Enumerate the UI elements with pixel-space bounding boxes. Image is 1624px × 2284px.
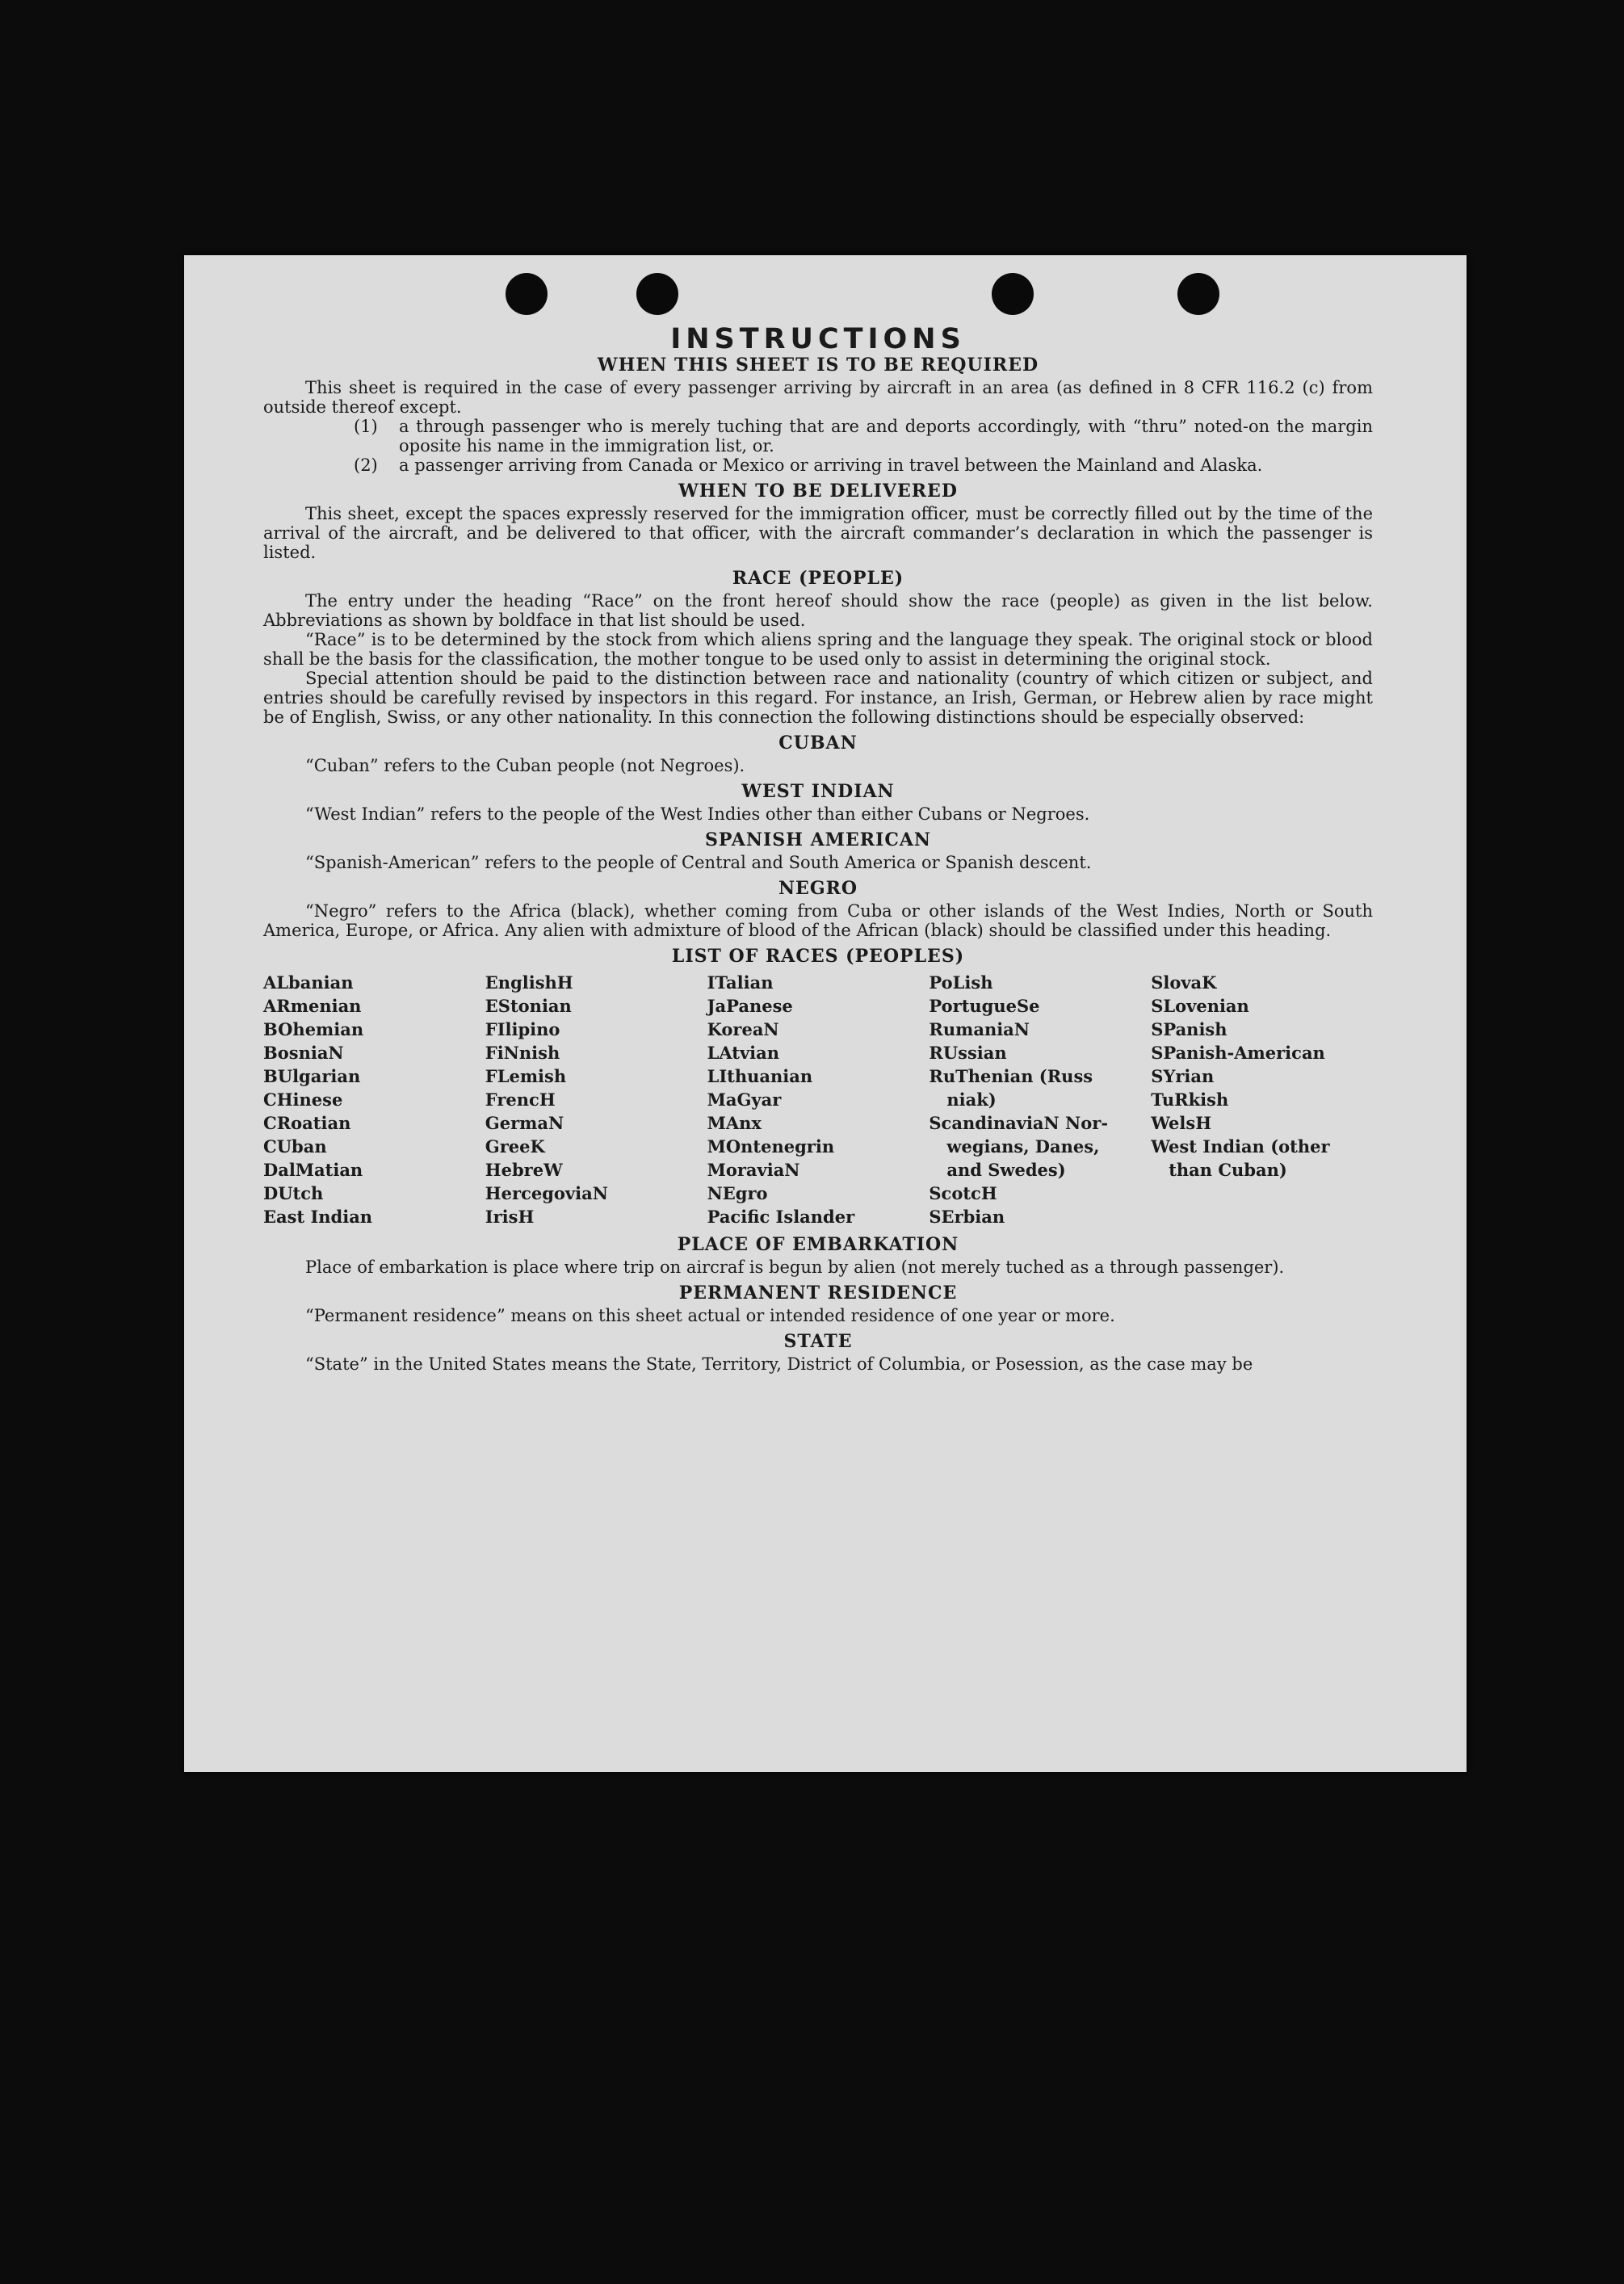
race-entry xyxy=(707,971,929,994)
race-entry xyxy=(1151,1135,1373,1182)
heading-spanish-american: SPANISH AMERICAN xyxy=(704,829,932,850)
race-entry xyxy=(263,1158,485,1182)
race-entry xyxy=(485,1088,707,1111)
race-entry xyxy=(485,971,707,994)
race-entry xyxy=(929,994,1151,1018)
heading-residence: PERMANENT RESIDENCE xyxy=(678,1283,958,1304)
race-name: JaPanese xyxy=(707,996,793,1016)
race-name: MaGyar xyxy=(707,1090,782,1110)
race-name: RUssian xyxy=(929,1043,1007,1063)
race-name: SPanish xyxy=(1151,1019,1227,1039)
race-entry xyxy=(485,1064,707,1088)
race-paragraph: The entry under the heading “Race” on the front hereof should show the race (people) as given in the list below. Abbreviations as shown by boldface in that list should be used. xyxy=(263,591,1373,630)
race-name-continued: than Cuban) xyxy=(1169,1160,1287,1180)
race-entry xyxy=(1151,971,1373,994)
race-column xyxy=(1151,971,1373,1228)
race-entry xyxy=(263,1018,485,1041)
race-name: IrisH xyxy=(485,1207,535,1227)
race-entry xyxy=(485,1135,707,1158)
exception-item: (1) a through passenger who is merely tuching that are and deports accordingly, with “thru” noted-on the margin oposite his name in the immigration list, or. xyxy=(354,417,1373,456)
race-entry xyxy=(263,1064,485,1088)
race-name: TuRkish xyxy=(1151,1090,1229,1110)
race-entry xyxy=(929,1018,1151,1041)
document-sheet xyxy=(184,255,1467,1772)
exception-item: (2) a passenger arriving from Canada or Mexico or arriving in travel between the Mainland and Alaska. xyxy=(354,456,1263,475)
race-entry xyxy=(263,1088,485,1111)
race-name: RumaniaN xyxy=(929,1019,1030,1039)
race-name: ScandinaviaN Nor- xyxy=(929,1113,1109,1133)
race-name: GreeK xyxy=(485,1136,545,1157)
race-name: FIlipino xyxy=(485,1019,560,1039)
race-name: EStonian xyxy=(485,996,572,1016)
race-name: WelsH xyxy=(1151,1113,1212,1133)
race-entry xyxy=(485,1041,707,1064)
race-name: SlovaK xyxy=(1151,972,1217,993)
race-name: ARmenian xyxy=(263,996,362,1016)
race-name: MAnx xyxy=(707,1113,762,1133)
race-name: ScotcH xyxy=(929,1183,997,1203)
race-entry xyxy=(707,1205,929,1228)
race-list xyxy=(263,971,1373,1228)
when-delivered-text: This sheet, except the spaces expressly reserved for the immigration officer, must be correctly filled out by the time of the arrival of the aircraft, and be delivered to that officer, with the aircraft commander’s declaration in which the passenger is listed. xyxy=(263,504,1373,562)
race-name: CUban xyxy=(263,1136,327,1157)
residence-text: “Permanent residence” means on this sheet actual or intended residence of one year or more. xyxy=(305,1306,1115,1325)
heading-race: RACE (PEOPLE) xyxy=(732,568,904,589)
race-name: MOntenegrin xyxy=(707,1136,835,1157)
race-name: EnglishH xyxy=(485,972,573,993)
heading-embarkation: PLACE OF EMBARKATION xyxy=(677,1234,959,1255)
race-entry xyxy=(929,1041,1151,1064)
race-name: MoraviaN xyxy=(707,1160,800,1180)
race-entry xyxy=(263,1205,485,1228)
cuban-text: “Cuban” refers to the Cuban people (not Negroes). xyxy=(305,756,745,775)
race-entry xyxy=(1151,994,1373,1018)
race-entry xyxy=(485,1018,707,1041)
race-entry xyxy=(1151,1041,1373,1064)
race-entry xyxy=(263,971,485,994)
race-entry xyxy=(263,1135,485,1158)
race-entry xyxy=(707,1088,929,1111)
race-entry xyxy=(485,1158,707,1182)
race-entry xyxy=(707,1064,929,1088)
race-entry xyxy=(929,1205,1151,1228)
race-name: BUlgarian xyxy=(263,1066,361,1086)
race-name: ITalian xyxy=(707,972,774,993)
race-name: FLemish xyxy=(485,1066,567,1086)
race-entry xyxy=(1151,1088,1373,1111)
race-name: SPanish-American xyxy=(1151,1043,1325,1063)
heading-state: STATE xyxy=(783,1331,853,1352)
punch-hole xyxy=(992,273,1034,315)
race-name: SErbian xyxy=(929,1207,1005,1227)
heading-west-indian: WEST INDIAN xyxy=(741,781,895,802)
race-entry xyxy=(485,1205,707,1228)
race-entry xyxy=(263,1182,485,1205)
negro-text: “Negro” refers to the Africa (black), whether coming from Cuba or other islands of the West Indies, North or South America, Europe, or Africa. Any alien with admixture of blood of the African (black) should be classified under this heading. xyxy=(263,901,1373,940)
punch-hole xyxy=(1177,273,1219,315)
race-entry xyxy=(707,1111,929,1135)
race-entry xyxy=(263,1111,485,1135)
race-name: LIthuanian xyxy=(707,1066,813,1086)
race-paragraph: Special attention should be paid to the distinction between race and nationality (country of which citizen or subject, and entries should be carefully revised by inspectors in this regard. For instance, an Irish, German, or Hebrew alien by race might be of English, Swiss, or any other nationality. In this connection the following distinctions should be especially observed: xyxy=(263,669,1373,727)
page-title: INSTRUCTIONS xyxy=(670,323,966,355)
race-name: HebreW xyxy=(485,1160,563,1180)
embarkation-text: Place of embarkation is place where trip on aircraf is begun by alien (not merely tuched as a through passenger). xyxy=(305,1257,1285,1277)
race-entry xyxy=(263,994,485,1018)
race-entry xyxy=(707,1182,929,1205)
race-name: West Indian (other xyxy=(1151,1136,1330,1157)
heading-when-delivered: WHEN TO BE DELIVERED xyxy=(678,481,958,502)
race-name: BOhemian xyxy=(263,1019,364,1039)
race-name: CHinese xyxy=(263,1090,343,1110)
heading-list-of-races: LIST OF RACES (PEOPLES) xyxy=(671,946,965,967)
race-name: FiNnish xyxy=(485,1043,560,1063)
race-entry xyxy=(707,994,929,1018)
race-entry xyxy=(707,1135,929,1158)
spanish-american-text: “Spanish-American” refers to the people of Central and South America or Spanish descent. xyxy=(305,853,1092,872)
race-name: BosniaN xyxy=(263,1043,344,1063)
heading-negro: NEGRO xyxy=(778,878,858,899)
race-entry xyxy=(1151,1018,1373,1041)
punch-hole xyxy=(506,273,548,315)
race-column xyxy=(263,971,485,1228)
race-entry xyxy=(485,994,707,1018)
race-column xyxy=(707,971,929,1228)
race-entry xyxy=(929,1182,1151,1205)
race-name-continued: wegians, Danes, xyxy=(946,1136,1100,1157)
race-name: PortugueSe xyxy=(929,996,1040,1016)
race-name: DalMatian xyxy=(263,1160,363,1180)
punch-hole xyxy=(636,273,678,315)
race-column xyxy=(929,971,1151,1228)
race-name: Pacific Islander xyxy=(707,1207,855,1227)
race-entry xyxy=(929,971,1151,994)
race-name: RuThenian (Russ xyxy=(929,1066,1093,1086)
when-required-intro: This sheet is required in the case of every passenger arriving by aircraft in an area (as defined in 8 CFR 116.2 (c) from outside thereof except. xyxy=(263,378,1373,417)
race-name: East Indian xyxy=(263,1207,373,1227)
race-name: KoreaN xyxy=(707,1019,779,1039)
race-entry xyxy=(707,1041,929,1064)
race-entry xyxy=(707,1018,929,1041)
race-name: FrencH xyxy=(485,1090,556,1110)
race-name: CRoatian xyxy=(263,1113,351,1133)
race-entry xyxy=(929,1111,1151,1182)
race-name-continued: and Swedes) xyxy=(946,1160,1066,1180)
race-paragraph: “Race” is to be determined by the stock from which aliens spring and the language they speak. The original stock or blood shall be the basis for the classification, the mother tongue to be used only to assist in determining the original stock. xyxy=(263,630,1373,669)
state-text: “State” in the United States means the State, Territory, District of Columbia, or Posession, as the case may be xyxy=(305,1354,1253,1374)
race-entry xyxy=(1151,1111,1373,1135)
race-name: PoLish xyxy=(929,972,993,993)
race-entry xyxy=(1151,1064,1373,1088)
race-entry xyxy=(707,1158,929,1182)
race-name: ALbanian xyxy=(263,972,354,993)
race-entry xyxy=(485,1111,707,1135)
race-name-continued: niak) xyxy=(946,1090,997,1110)
race-name: HercegoviaN xyxy=(485,1183,608,1203)
race-name: LAtvian xyxy=(707,1043,780,1063)
race-name: SLovenian xyxy=(1151,996,1249,1016)
heading-when-required: WHEN THIS SHEET IS TO BE REQUIRED xyxy=(597,355,1039,376)
race-name: SYrian xyxy=(1151,1066,1215,1086)
race-name: DUtch xyxy=(263,1183,324,1203)
race-entry xyxy=(485,1182,707,1205)
race-column xyxy=(485,971,707,1228)
race-name: NEgro xyxy=(707,1183,768,1203)
heading-cuban: CUBAN xyxy=(778,733,858,754)
race-entry xyxy=(263,1041,485,1064)
instructions-content xyxy=(263,323,1373,1374)
race-entry xyxy=(929,1064,1151,1111)
west-indian-text: “West Indian” refers to the people of the West Indies other than either Cubans or Negroes. xyxy=(305,804,1090,824)
race-name: GermaN xyxy=(485,1113,564,1133)
